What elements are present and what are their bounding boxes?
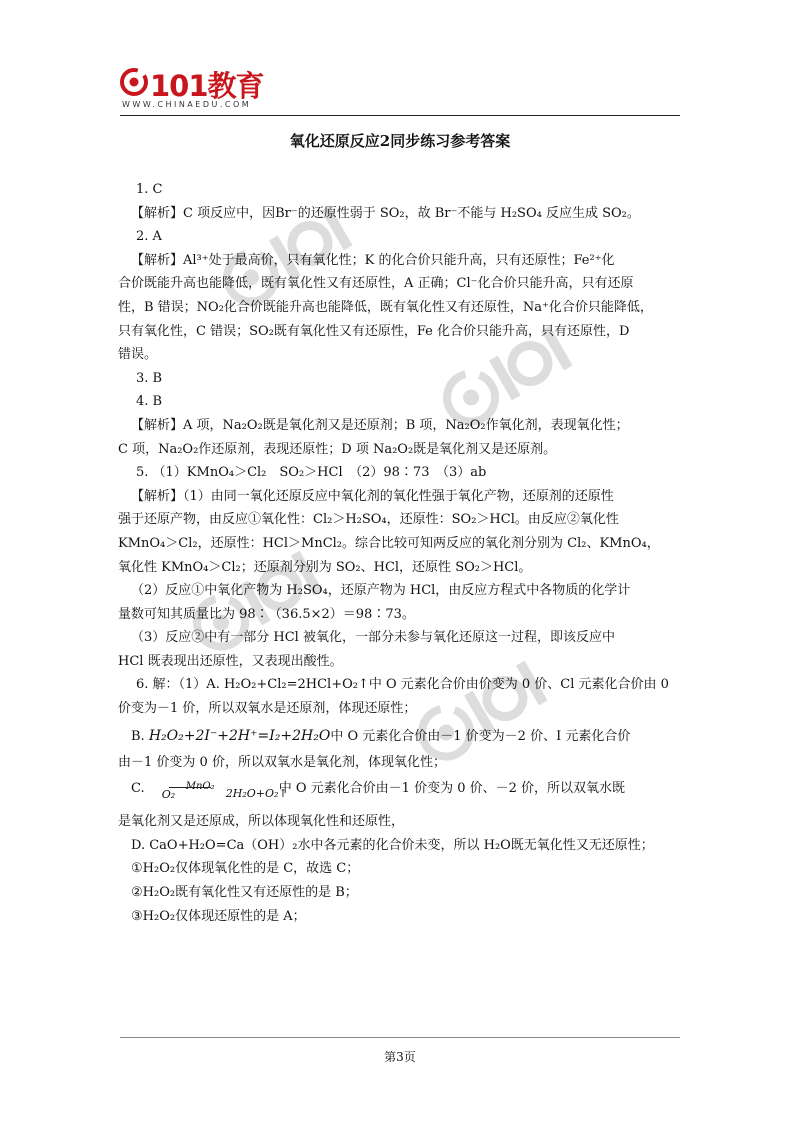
- q6-result: ②H₂O₂既有氧化性又有还原性的是 B；: [131, 885, 358, 901]
- q6-result: ①H₂O₂仅体现氧化性的是 C，故选 C；: [131, 861, 360, 877]
- q6-line: D. CaO+H₂O=Ca（OH）₂水中各元素的化合价未变，所以 H₂O既无氧化性又无还原性；: [131, 837, 654, 853]
- reaction-arrow-line: [169, 787, 211, 788]
- brand-logo: [120, 66, 280, 112]
- q2-analysis-line: 【解析】Al³⁺处于最高价，只有氧化性；K 的化合价只能升高，只有还原性；Fe²⁺化: [131, 252, 615, 268]
- q6-result: ③H₂O₂仅体现还原性的是 A；: [131, 908, 306, 924]
- q6-b-line: [118, 721, 684, 751]
- answer-content: [118, 178, 684, 928]
- q1-answer: 1. C: [136, 182, 163, 197]
- q3-answer: 3. B: [136, 370, 163, 386]
- q5-analysis-line: KMnO₄＞Cl₂，还原性：HCl＞MnCl₂。综合比较可知两反应的氧化剂分别为 Cl₂、KMnO₄，: [118, 535, 660, 551]
- q4-analysis-line: C 项，Na₂O₂作还原剂，表现还原性；D 项 Na₂O₂既是氧化剂又是还原剂。: [118, 441, 557, 457]
- q5-analysis-line: （2）反应①中氧化产物为 H₂SO₄，还原产物为 HCl，由反应方程式中各物质的化学计: [131, 583, 631, 599]
- q2-analysis-line: 性，B 错误；NO₂化合价既能升高也能降低，既有氧化性又有还原性，Na⁺化合价只能降低，: [118, 299, 653, 315]
- q2-analysis-line: 合价既能升高也能降低，既有氧化性又有还原性，A 正确；Cl⁻化合价只能升高，只有还原: [118, 276, 634, 292]
- q5-analysis-line: 量数可知其质量比为 98∶（36.5×2）＝98∶73。: [118, 606, 415, 622]
- q6-c-text: 中 O 元素化合价由－1 价变为 0 价、－2 价，所以双氧水既: [278, 781, 626, 797]
- q5-answer: 5. （1）KMnO₄＞Cl₂ SO₂＞HCl （2）98∶73 （3）ab: [136, 465, 487, 481]
- header-divider: [120, 115, 680, 116]
- q6-c-label: C.: [131, 781, 149, 797]
- q5-analysis-line: HCl 既表现出还原性，又表现出酸性。: [118, 653, 343, 669]
- q6-line: 价变为－1 价，所以双氧水是还原剂，体现还原性；: [118, 701, 417, 717]
- q6-line: 由－1 价变为 0 价，所以双氧水是氧化剂，体现氧化性；: [118, 754, 446, 770]
- q6-b-label: B.: [131, 728, 149, 744]
- q6-b-equation: H₂O₂+2I⁻+2H⁺=I₂+2H₂O: [148, 727, 331, 744]
- q6-b-text: 中 O 元素化合价由－1 价变为－2 价、I 元素化合价: [330, 728, 631, 744]
- footer-divider: [120, 1037, 680, 1038]
- q2-analysis-line: 只有氧化性，C 错误；SO₂既有氧化性又有还原性，Fe 化合价只能升高，只有还原性，D: [118, 323, 630, 339]
- q2-answer: 2. A: [136, 229, 162, 245]
- q6-c-line: [118, 774, 684, 804]
- q6-c-catalyst: MnO₂: [185, 780, 215, 792]
- q4-answer: 4. B: [136, 394, 163, 410]
- q6-line: 6. 解：（1）A. H₂O₂+Cl₂=2HCl+O₂↑中 O 元素化合价由价变为 0 价、Cl 元素化合价由 0: [136, 677, 669, 693]
- page-number: 第3页: [384, 1050, 416, 1064]
- q6-c-equation: [149, 776, 288, 802]
- q4-analysis-line: 【解析】A 项，Na₂O₂既是氧化剂又是还原剂；B 项，Na₂O₂作氧化剂，表现氧化性；: [131, 417, 629, 433]
- logo-text: 101教育: [150, 69, 264, 103]
- q5-analysis-line: 氧化性 KMnO₄＞Cl₂；还原剂分别为 SO₂、HCl，还原性 SO₂＞HCl。: [118, 559, 532, 575]
- q5-analysis-line: （3）反应②中有一部分 HCl 被氧化，一部分未参与氧化还原这一过程，即该反应中: [131, 630, 615, 646]
- logo-url: WWW.CHINAEDU.COM: [122, 100, 252, 109]
- page-title: 氧化还原反应2同步练习参考答案: [289, 132, 511, 150]
- q5-analysis-line: 【解析】（1）由同一氧化还原反应中氧化剂的氧化性强于氧化产物，还原剂的还原性: [131, 488, 614, 504]
- q5-analysis-line: 强于还原产物，由反应①氧化性：Cl₂＞H₂SO₄，还原性：SO₂＞HCl。由反应②氧化性: [118, 512, 619, 528]
- q6-c-reactant: O₂: [161, 787, 176, 801]
- q1-analysis: 【解析】C 项反应中，因Br⁻的还原性弱于 SO₂，故 Br⁻不能与 H₂SO₄ 反应生成 SO₂。: [131, 205, 640, 221]
- q6-line: 是氧化剂又是还原成，所以体现氧化性和还原性，: [118, 814, 405, 830]
- q6-c-product: 2H₂O+O₂↑: [225, 786, 288, 800]
- q2-analysis-line: 错误。: [118, 347, 158, 363]
